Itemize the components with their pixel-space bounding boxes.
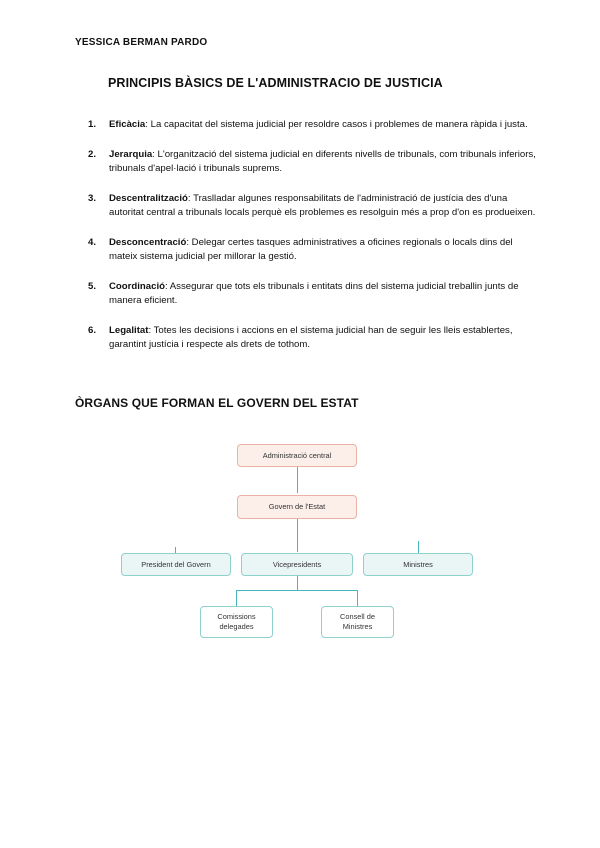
box-vicepresidents bbox=[241, 553, 353, 576]
item-term: Legalitat bbox=[109, 324, 149, 336]
item-separator: : bbox=[152, 148, 158, 160]
item-text: Totes les decisions i accions en el sistema judicial han de seguir les lleis establertes, garantint justícia i respecte als drets de tothom. bbox=[109, 324, 513, 350]
box-consell bbox=[321, 606, 394, 638]
connector-line bbox=[297, 519, 298, 552]
item-number: 5. bbox=[88, 280, 97, 292]
item-number: 3. bbox=[88, 192, 97, 204]
box-label: Ministres bbox=[403, 559, 433, 569]
box-comissions bbox=[200, 606, 273, 638]
item-separator: : bbox=[145, 119, 151, 130]
item-number: 6. bbox=[88, 324, 97, 336]
connector-line bbox=[297, 576, 298, 590]
page-title: PRINCIPIS BÀSICS DE L'ADMINISTRACIO DE JUSTICIA bbox=[108, 76, 443, 90]
box-label: Administració central bbox=[262, 450, 332, 460]
box-label: Govern de l'Estat bbox=[268, 502, 326, 511]
connector-line bbox=[236, 590, 237, 606]
item-text: Delegar certes tasques administratives a oficines regionals o locals dins del mateix sistema judicial per millorar la gestió. bbox=[109, 236, 513, 262]
box-ministres bbox=[363, 553, 473, 576]
box-label: Vicepresidents bbox=[272, 559, 322, 569]
connector-line bbox=[236, 590, 358, 591]
connector-line bbox=[418, 541, 419, 553]
item-number: 4. bbox=[88, 236, 97, 248]
item-term: Coordinació bbox=[109, 280, 165, 292]
author-name: YESSICA BERMAN PARDO bbox=[75, 37, 208, 48]
item-term: Descentralització bbox=[109, 192, 188, 204]
box-label: President del Govern bbox=[141, 559, 211, 569]
box-admin-central bbox=[237, 444, 357, 467]
item-term: Jerarquia bbox=[109, 148, 153, 160]
item-text: La capacitat del sistema judicial per resoldre casos i problemes de manera ràpida i justa. bbox=[150, 119, 528, 130]
item-term: Desconcentració bbox=[109, 236, 187, 248]
item-separator: : bbox=[186, 236, 192, 248]
item-number: 1. bbox=[88, 119, 97, 130]
item-separator: : bbox=[187, 192, 194, 204]
connector-line bbox=[297, 467, 298, 493]
box-label: Consell de Ministres bbox=[340, 612, 375, 631]
item-term: Eficàcia bbox=[109, 119, 146, 130]
box-govern bbox=[237, 495, 357, 519]
item-separator: : bbox=[164, 280, 170, 292]
item-number: 2. bbox=[88, 148, 97, 160]
item-text: L'organització del sistema judicial en diferents nivells de tribunals, com tribunals inferiors, tribunals d'apel·lació i tribunals suprems. bbox=[109, 148, 536, 174]
box-label: Comissions delegades bbox=[217, 612, 256, 631]
item-text: Traslladar algunes responsabilitats de l'administració de justícia des d'una autoritat central a tribunals locals perquè els problemes es resolguin més a prop d'on es produeixen. bbox=[109, 192, 536, 218]
item-separator: : bbox=[148, 324, 154, 336]
box-president bbox=[121, 553, 231, 576]
connector-line bbox=[357, 590, 358, 606]
section-title: ÒRGANS QUE FORMAN EL GOVERN DEL ESTAT bbox=[75, 396, 359, 410]
item-text: Assegurar que tots els tribunals i entitats dins del sistema judicial treballin junts de manera eficient. bbox=[109, 280, 519, 306]
